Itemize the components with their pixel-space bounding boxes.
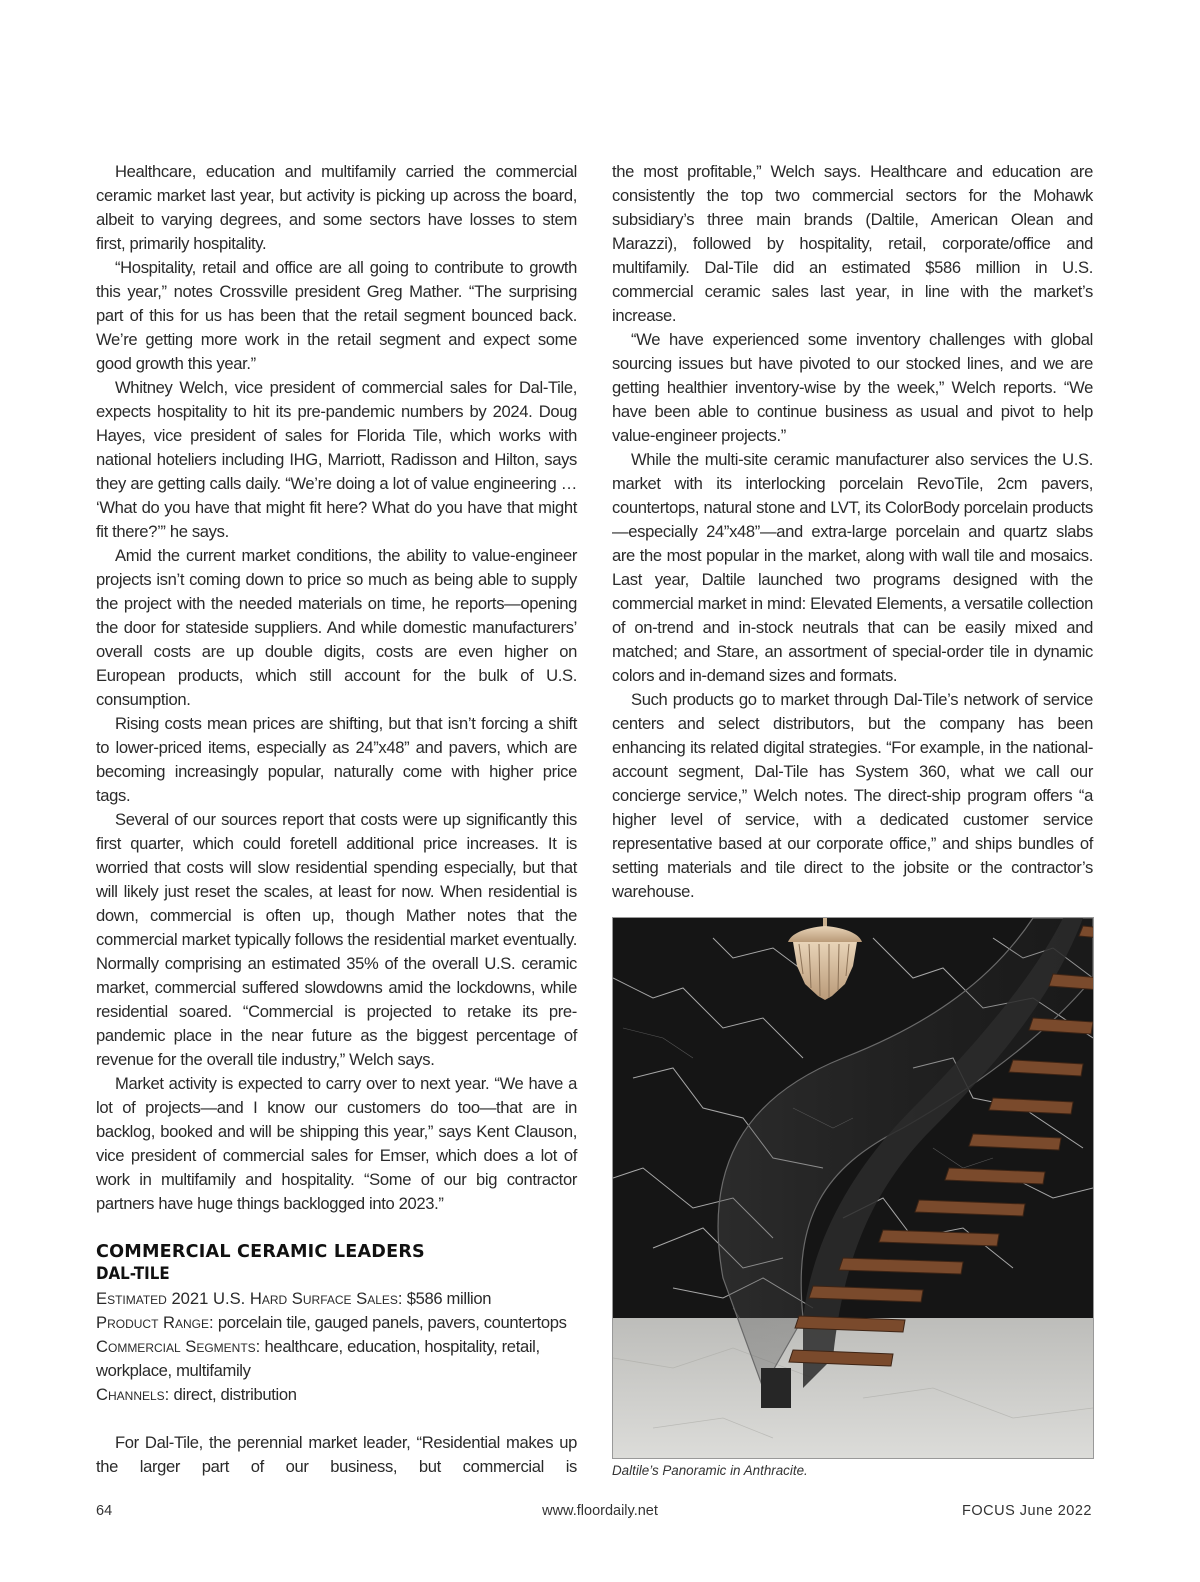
issue-label: FOCUS June 2022 [961,1503,1092,1519]
photo-caption: Daltile’s Panoramic in Anthracite. [612,1463,808,1478]
stair-base [761,1368,791,1408]
body-paragraph: Amid the current market conditions, the ability to value-engineer projects isn’t coming down to price so much as being able to supply the project with the needed materials on time, he reports—opening the door for stateside suppliers. And while domestic manufacturers’ overall costs are up double digits, costs are even higher on European products, which still account for the bulk of U.S. consumption. [96,546,577,709]
page-number: 64 [96,1503,113,1519]
fact-label: Estimated 2021 U.S. Hard Surface Sales: [96,1289,403,1308]
fact-segments [96,1335,577,1383]
staircase-photo [612,917,1094,1459]
fact-value: direct, distribution [169,1385,297,1404]
fact-product-range [96,1311,577,1335]
closing-paragraph: For Dal-Tile, the perennial market leader, “Residential makes up the larger part of our business, but commercial is [96,1433,577,1476]
right-column [612,160,1093,904]
body-paragraph: Whitney Welch, vice president of commercial sales for Dal-Tile, expects hospitality to hit its pre-pandemic numbers by 2024. Doug Hayes, vice president of sales for Florida Tile, which works with national hoteliers including IHG, Marriott, Radisson and Hilton, says they are getting calls daily. “We’re doing a lot of value engineering … ‘What do you have that might fit here? What do you have that might fit there?’” he says. [96,378,577,541]
body-paragraph: the most profitable,” Welch says. Healthcare and education are consistently the top two commercial sectors for the Mohawk subsidiary’s three main brands (Daltile, American Olean and Marazzi), followed by hospitality, retail, corporate/office and multifamily. Dal-Tile did an estimated $586 million in U.S. commercial ceramic sales last year, in line with the market’s increase. [612,162,1093,325]
body-paragraph: Market activity is expected to carry over to next year. “We have a lot of projects—and I know our customers do too—that are in backlog, booked and will be shipping this year,” says Kent Clauson, vice president of commercial sales for Emser, which does a lot of work in multifamily and hospitality. “Some of our big contractor partners have huge things backlogged into 2023.” [96,1074,577,1213]
body-paragraph: Several of our sources report that costs were up significantly this first quarter, which could foretell additional price increases. It is worried that costs will slow residential spending especially, but that will likely just reset the scales, at least for now. When residential is down, commercial is often up, though Mather notes that the commercial market typically follows the residential market eventually. Normally comprising an estimated 35% of the overall U.S. ceramic market, commercial suffered slowdowns amid the lockdowns, while residential soared. “Commercial is projected to retake its pre-pandemic place in the near future as the biggest percentage of revenue for the overall tile industry,” Welch says. [96,810,577,1069]
body-paragraph: Healthcare, education and multifamily carried the commercial ceramic market last year, but activity is picking up across the board, albeit to varying degrees, and some sectors have losses to stem first, primarily hospitality. [96,162,577,253]
fact-label: Commercial Segments: [96,1337,261,1356]
left-column [96,160,577,1479]
body-paragraph: Such products go to market through Dal-Tile’s network of service centers and select distributors, but the company has been enhancing its related digital strategies. “For example, in the national-account segment, Dal-Tile has System 360, what we call our concierge service,” Welch notes. The direct-ship program offers “a higher level of service, with a dedicated customer service representative based at our corporate office,” and ships bundles of setting materials and tile direct to the jobsite or the contractor’s warehouse. [612,690,1093,901]
body-paragraph: Rising costs mean prices are shifting, but that isn’t forcing a shift to lower-priced items, especially as 24”x48” and pavers, which are becoming increasingly popular, naturally come with higher price tags. [96,714,577,805]
body-paragraph: While the multi-site ceramic manufacturer also services the U.S. market with its interlocking porcelain RevoTile, 2cm pavers, countertops, natural stone and LVT, its ColorBody porcelain products—especially 24”x48”—and extra-large porcelain and quartz slabs are the most popular in the market, along with wall tile and mosaics. Last year, Daltile launched two programs designed with the commercial market in mind: Elevated Elements, a versatile collection of on-trend and in-stock neutrals that can be easily mixed and matched; and Stare, an assortment of special-order tile in dynamic colors and in-demand sizes and formats. [612,450,1093,685]
body-paragraph: “We have experienced some inventory challenges with global sourcing issues but have pivoted to our stocked lines, and we are getting healthier inventory-wise by the week,” Welch reports. “We have been able to continue business as usual and pivot to help value-engineer projects.” [612,330,1093,445]
fact-value: $586 million [402,1289,492,1308]
marble-floor [613,1318,1093,1458]
company-heading: DAL-TILE [96,1264,170,1283]
fact-label: Product Range: [96,1313,214,1332]
fact-value: healthcare, education, hospitality, retail, workplace, multifamily [96,1337,540,1380]
body-paragraph: “Hospitality, retail and office are all going to contribute to growth this year,” notes Crossville president Greg Mather. “The surprising part of this for us has been that the retail segment bounced back. We’re getting more work in the retail segment and expect some good growth this year.” [96,258,577,373]
staircase-illustration [613,918,1093,1458]
fact-channels [96,1383,577,1407]
fact-label: Channels: [96,1385,170,1404]
website-link[interactable]: www.floordaily.net [542,1503,658,1519]
section-heading: COMMERCIAL CERAMIC LEADERS [96,1242,425,1262]
fact-sales [96,1287,577,1311]
fact-value: porcelain tile, gauged panels, pavers, countertops [213,1313,567,1332]
